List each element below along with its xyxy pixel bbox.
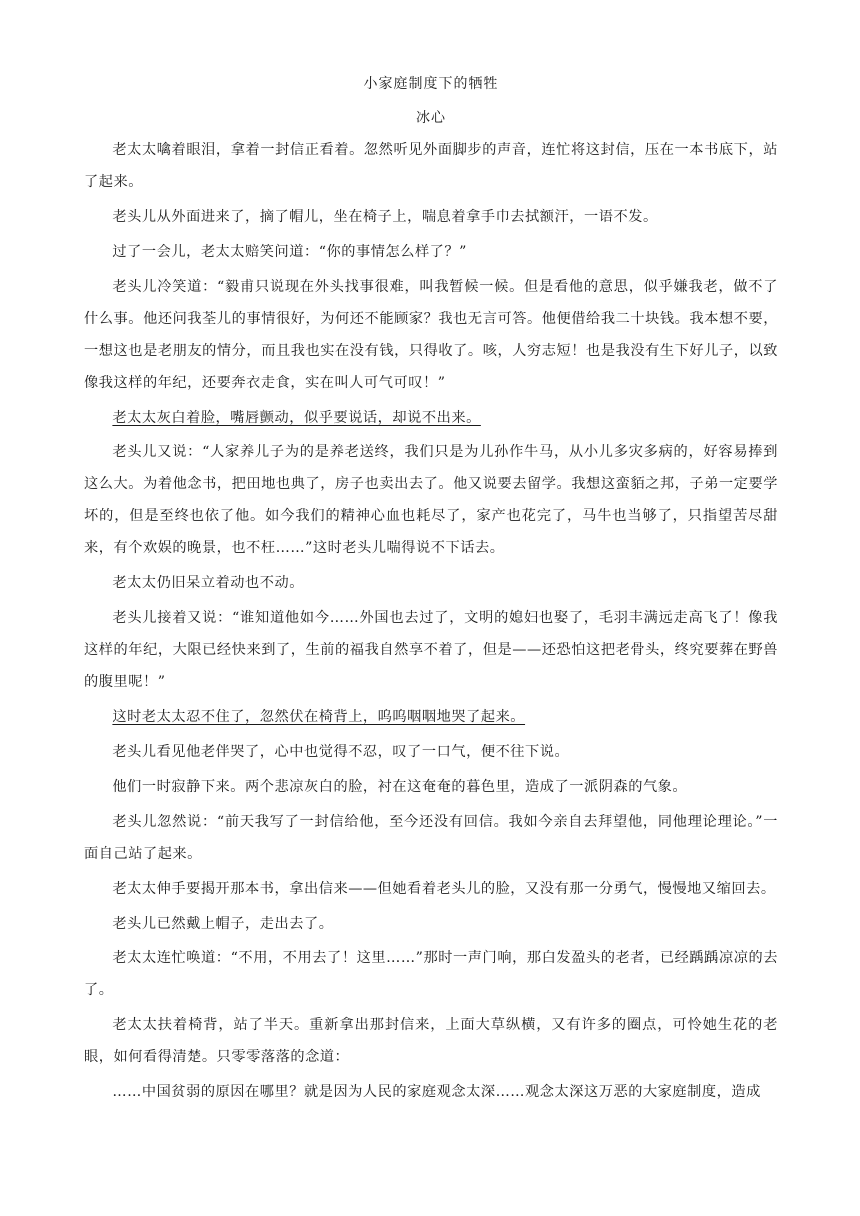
paragraph: 老太太伸手要揭开那本书，拿出信来——但她看着老头儿的脸，又没有那一分勇气，慢慢地又缩回去。 [112,880,776,897]
article-author: 冰心 [416,110,446,126]
paragraph: 老头儿看见他老伴哭了，心中也觉得不忍，叹了一口气，便不往下说。 [112,744,570,761]
article-title: 小家庭制度下的牺牲 [363,76,499,92]
paragraph: ……中国贫弱的原因在哪里？就是因为人民的家庭观念太深……观念太深这万恶的大家庭制度，造成 [112,1084,761,1101]
paragraph: 老太太连忙唤道：“不用，不用去了！这里……”那时一声门响，那白发盈头的老者，已经踽踽凉凉的去了。 [84,950,778,999]
paragraph: 老太太扶着椅背，站了半天。重新拿出那封信来，上面大草纵横，又有许多的圈点，可怜她生花的老眼，如何看得清楚。只零零落落的念道： [84,1017,778,1066]
paragraph: 老太太灰白着脸，嘴唇颤动，似乎要说话，却说不出来。 [112,409,481,426]
article [84,72,778,1111]
paragraph: 他们一时寂静下来。两个悲凉灰白的脸，衬在这奄奄的暮色里，造成了一派阴森的气象。 [112,778,688,795]
paragraph: 老头儿接着又说：“谁知道他如今……外国也去过了，文明的媳妇也娶了，毛羽丰满远走高飞了！像我这样的年纪，大限已经快来到了，生前的福我自然享不着了，但是——还恐怕这把老骨头，终究要葬在野兽的腹里呢！” [84,610,778,691]
paragraph: 老头儿忽然说：“前天我写了一封信给他，至今还没有回信。我如今亲自去拜望他，同他理论理论。”一面自己站了起来。 [84,813,778,862]
paragraph: 老头儿从外面进来了，摘了帽儿，坐在椅子上，喘息着拿手巾去拭额汗，一语不发。 [112,208,658,225]
paragraph: 老太太噙着眼泪，拿着一封信正看着。忽然听见外面脚步的声音，连忙将这封信，压在一本书底下，站了起来。 [84,142,778,190]
paragraph: 老头儿冷笑道：“毅甫只说现在外头找事很难，叫我暂候一候。但是看他的意思，似乎嫌我老，做不了什么事。他还问我荃儿的事情很好，为何还不能顾家？我也无言可答。他便借给我二十块钱。我本想不要，一想这也是老朋友的情分，而且我也实在没有钱，只得收了。咳，人穷志短！也是我没有生下好儿子，以致像我这样的年纪，还要奔衣走食，实在叫人可气可叹！” [84,278,778,391]
paragraph: 这时老太太忍不住了，忽然伏在椅背上，呜呜咽咽地哭了起来。 [112,709,526,726]
article-body [84,134,778,1108]
paragraph: 老头儿又说：“人家养儿子为的是养老送终，我们只是为儿孙作牛马，从小儿多灾多病的，好容易捧到这么大。为着他念书，把田地也典了，房子也卖出去了。他又说要去留学。我想这蛮貊之邦，子弟一定要学坏的，但是至终也依了他。如今我们的精神心血也耗尽了，家产也花完了，马牛也当够了，只指望苦尽甜来，有个欢娱的晚景，也不枉……”这时老头儿喘得说不下话去。 [84,444,778,557]
paragraph: 老头儿已然戴上帽子，走出去了。 [112,915,334,932]
paragraph: 老太太仍旧呆立着动也不动。 [112,575,304,592]
paragraph: 过了一会儿，老太太赔笑问道：“你的事情怎么样了？” [112,243,467,260]
